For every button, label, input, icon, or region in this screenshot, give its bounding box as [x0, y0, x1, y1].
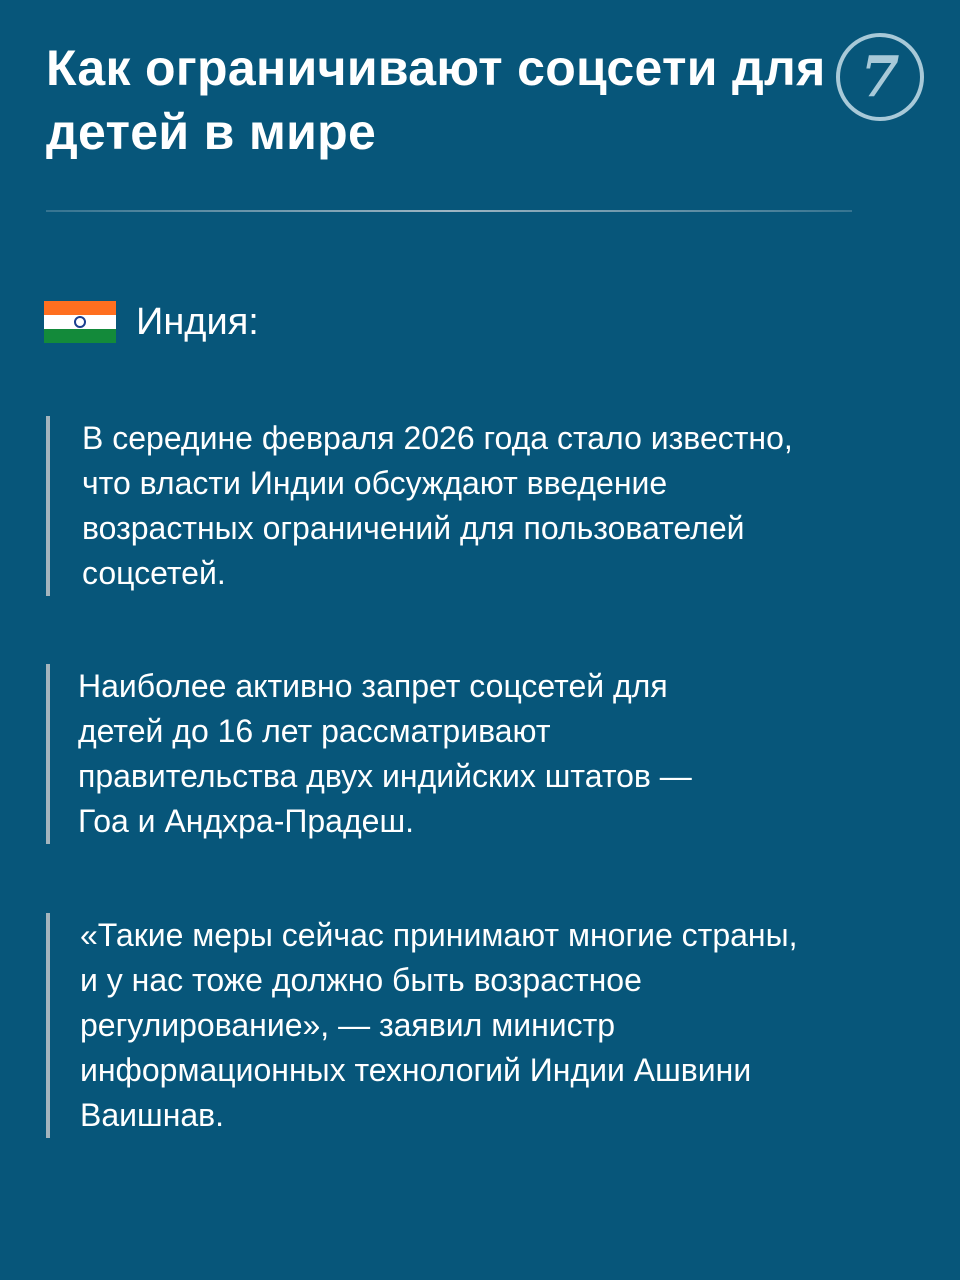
text-block-1: В середине февраля 2026 года стало известно, что власти Индии обсуждают введение возрастных ограничений для пользователей соцсетей. [46, 416, 806, 596]
text-block-3: «Такие меры сейчас принимают многие страны, и у нас тоже должно быть возрастное регулирование», — заявил министр информационных технологий Индии Ашвини Ваишнав. [46, 913, 806, 1138]
india-flag-icon [44, 301, 116, 343]
country-name: Индия: [136, 301, 259, 343]
divider [46, 210, 852, 212]
page-title: Как ограничивают соцсети для детей в мире [46, 40, 826, 160]
country-heading [44, 300, 259, 344]
text-block-2: Наиболее активно запрет соцсетей для детей до 16 лет рассматривают правительства двух индийских штатов — Гоа и Андхра-Прадеш. [46, 664, 746, 844]
publisher-logo-icon: 7 [836, 33, 924, 121]
